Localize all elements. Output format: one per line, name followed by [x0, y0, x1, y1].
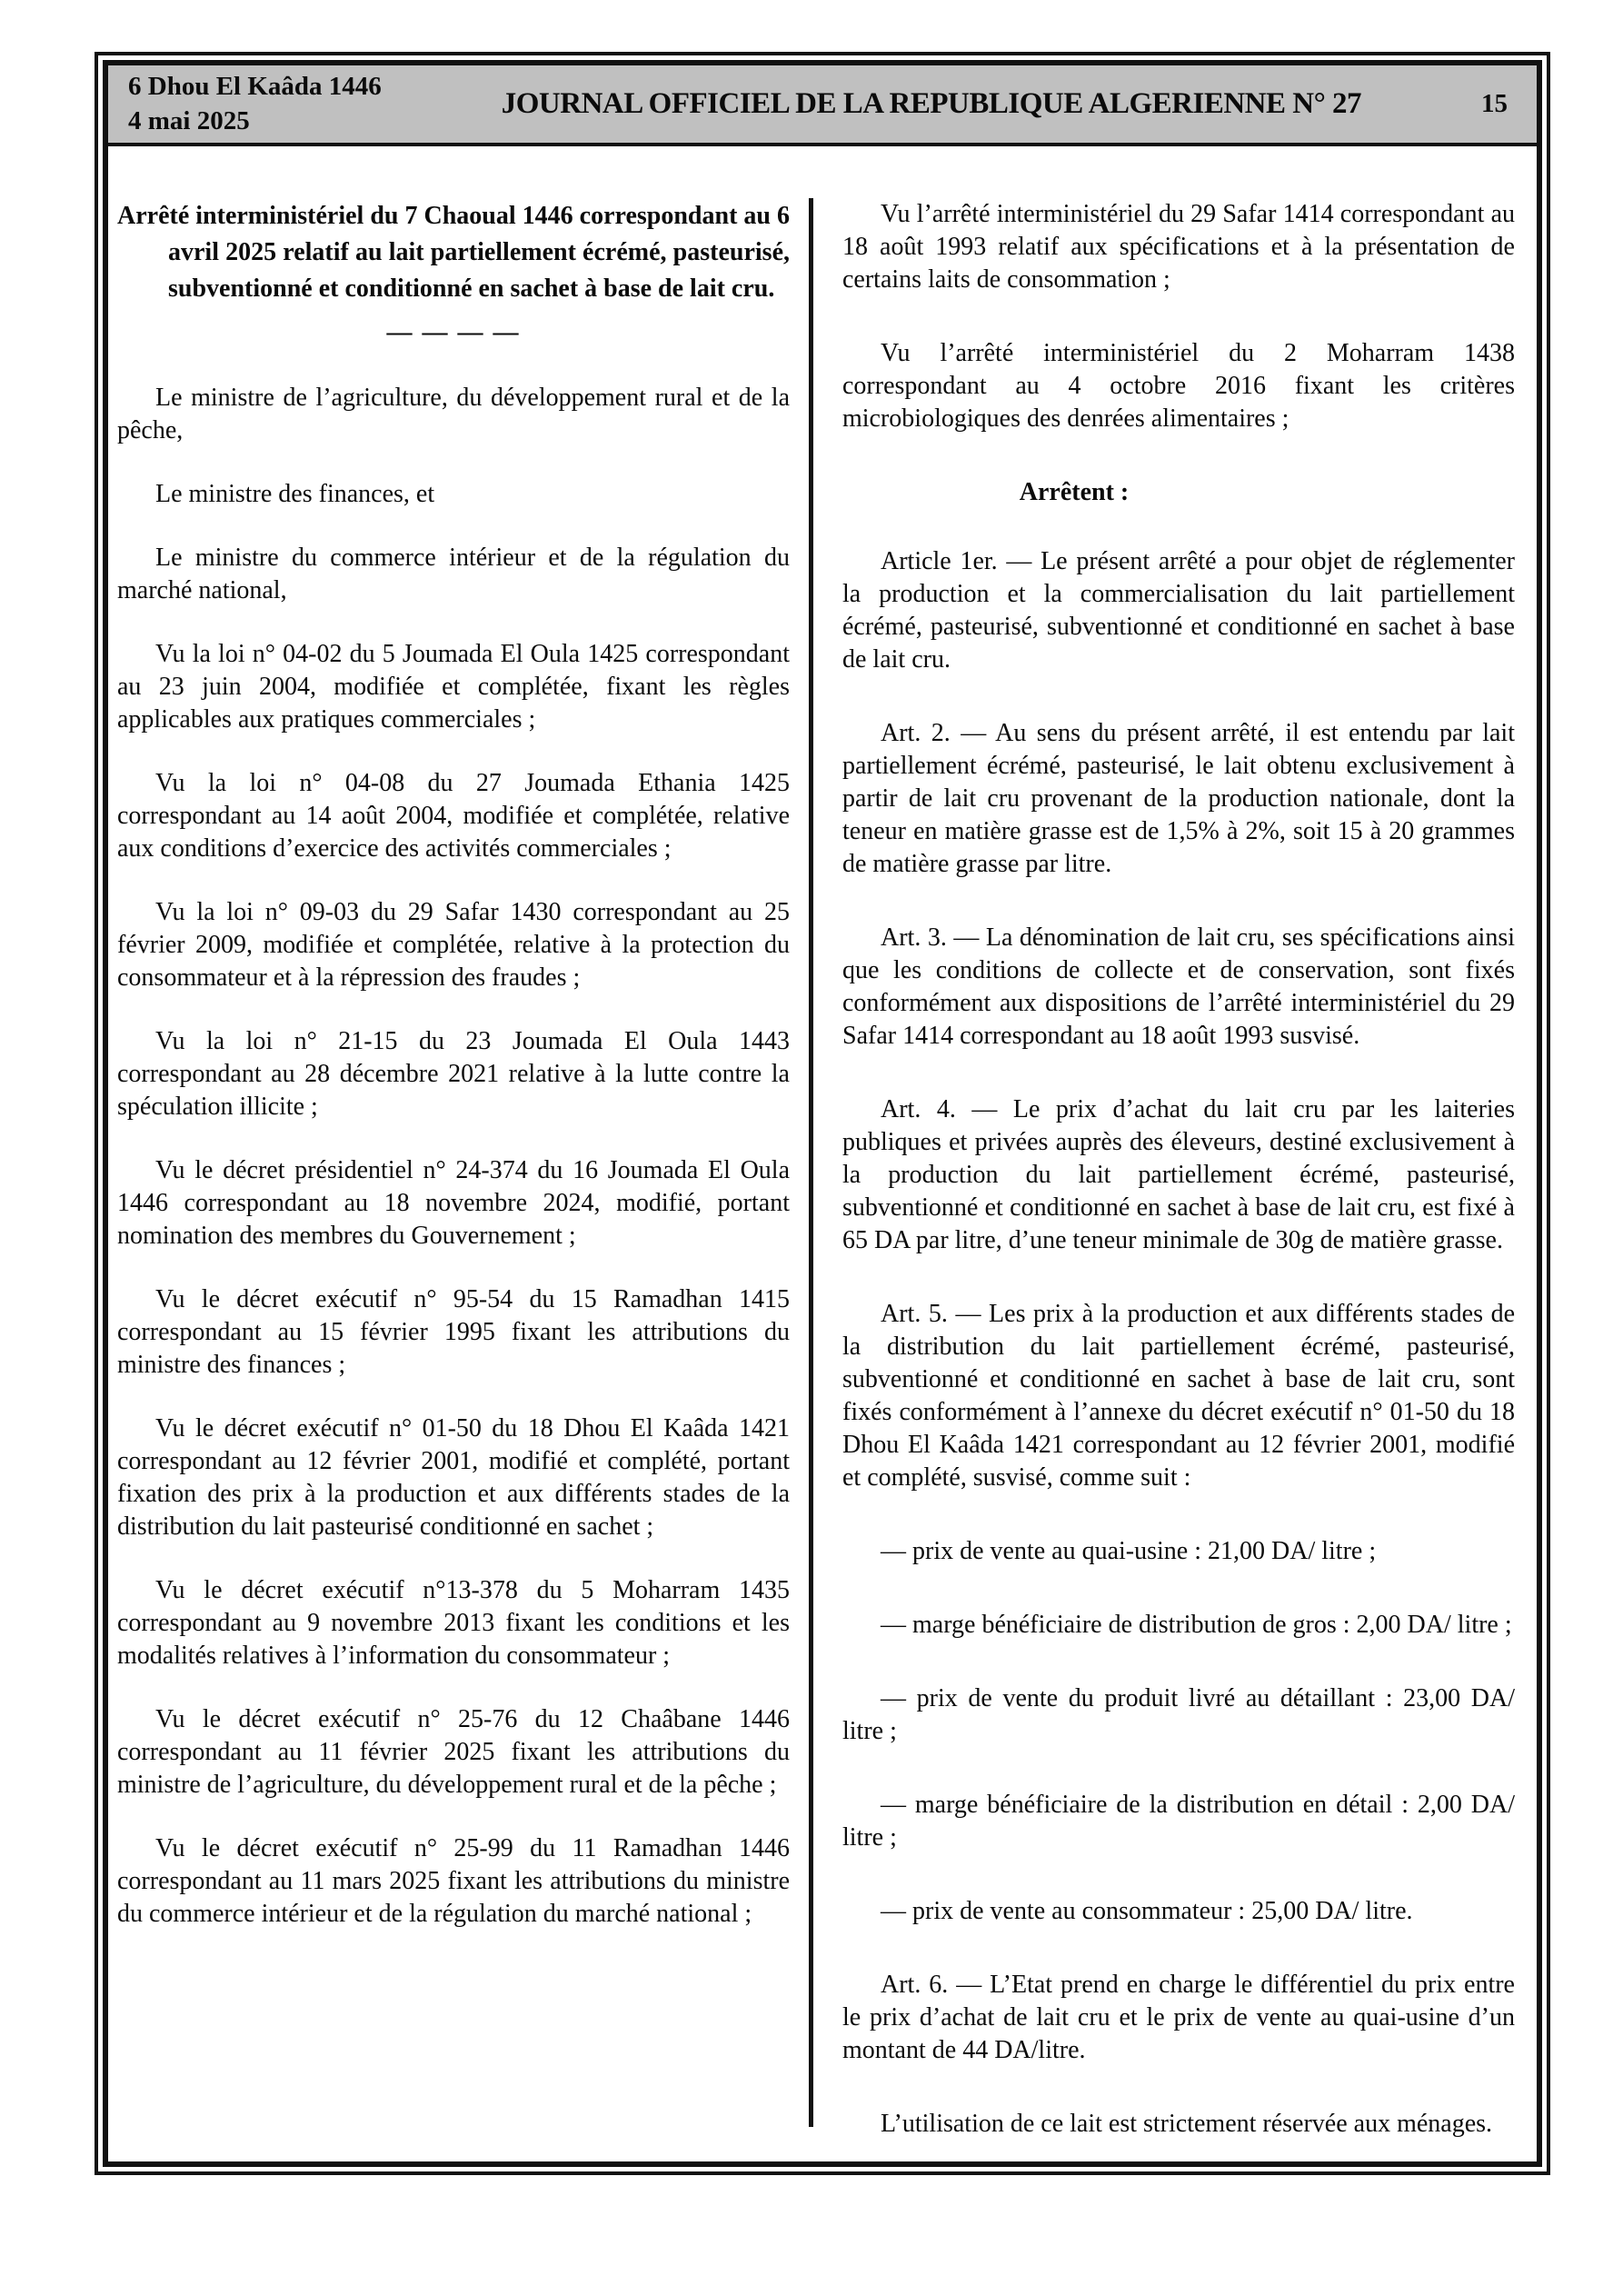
paragraph: — prix de vente du produit livré au détaillant : 23,00 DA/ litre ;: [842, 1684, 1515, 1745]
header-date-gregorian: 4 mai 2025: [128, 105, 250, 135]
paragraph: Le ministre des finances, et: [155, 480, 435, 508]
column-divider: [809, 198, 813, 2127]
journal-title: JOURNAL OFFICIEL DE LA REPUBLIQUE ALGERIENNE N° 27: [501, 87, 1362, 120]
paragraph: Vu le décret exécutif n° 01-50 du 18 Dhou El Kaâda 1421 correspondant au 12 février 2001, modifié et complété, portant fixation des prix à la production et aux différents stades de la distribution du lait pasteurisé conditionné en sachet ;: [117, 1414, 790, 1541]
paragraph: — marge bénéficiaire de la distribution en détail : 2,00 DA/ litre ;: [842, 1791, 1515, 1852]
arretent-heading: Arrêtent :: [1019, 478, 1130, 506]
header-date-hijri: 6 Dhou El Kaâda 1446: [128, 71, 382, 101]
header-date-block: [128, 70, 382, 138]
title-separator: — — — —: [386, 318, 521, 346]
paragraph: Vu le décret présidentiel n° 24-374 du 16 Joumada El Oula 1446 correspondant au 18 novembre 2024, modifié, portant nomination des membres du Gouvernement ;: [117, 1156, 790, 1250]
paragraph: — prix de vente au quai-usine : 21,00 DA/ litre ;: [881, 1537, 1377, 1565]
left-paragraphs: [117, 382, 790, 1931]
paragraph: Article 1er. — Le présent arrêté a pour objet de réglementer la production et la commercialisation du lait partiellement écrémé, pasteurisé, subventionné et conditionné en sachet à base de lait cru.: [842, 547, 1515, 674]
decree-title: Arrêté interministériel du 7 Chaoual 1446 correspondant au 6 avril 2025 relatif au lait partiellement écrémé, pasteurisé, subventionné et conditionné en sachet à base de lait cru.: [117, 202, 790, 303]
paragraph: — prix de vente au consommateur : 25,00 DA/ litre.: [881, 1897, 1413, 1925]
paragraph: Art. 5. — Les prix à la production et aux différents stades de la distribution du lait partiellement écrémé, pasteurisé, subventionné et conditionné en sachet à base de lait cru, sont fixés conformément à l’annexe du décret exécutif n° 01-50 du 18 Dhou El Kaâda 1421 correspondant au 12 février 2001, modifié et complété, susvisé, comme suit :: [842, 1300, 1515, 1492]
paragraph: — marge bénéficiaire de distribution de gros : 2,00 DA/ litre ;: [881, 1611, 1512, 1639]
paragraph: Vu le décret exécutif n° 25-99 du 11 Ramadhan 1446 correspondant au 11 mars 2025 fixant les attributions du ministre du commerce intérieur et de la régulation du marché national ;: [117, 1834, 790, 1928]
left-column: [117, 198, 790, 1962]
paragraph: Vu le décret exécutif n° 25-76 du 12 Chaâbane 1446 correspondant au 11 février 2025 fixant les attributions du ministre de l’agriculture, du développement rural et de la pêche ;: [117, 1705, 790, 1799]
paragraph: L’utilisation de ce lait est strictement réservée aux ménages.: [881, 2110, 1493, 2138]
paragraph: Art. 4. — Le prix d’achat du lait cru par les laiteries publiques et privées auprès des éleveurs, destiné exclusivement à la production du lait partiellement écrémé, pasteurisé, subventionné et conditionné en sachet à base de lait cru, est fixé à 65 DA par litre, d’une teneur minimale de 30g de matière grasse.: [842, 1095, 1515, 1254]
page-frame-inner: [103, 60, 1542, 2167]
paragraph: Vu la loi n° 09-03 du 29 Safar 1430 correspondant au 25 février 2009, modifiée et complétée, relative à la protection du consommateur et à la répression des fraudes ;: [117, 898, 790, 992]
page-content: [108, 146, 1537, 2167]
paragraph: Art. 6. — L’Etat prend en charge le différentiel du prix entre le prix d’achat de lait cru et le prix de vente au quai-usine d’un montant de 44 DA/litre.: [842, 1971, 1515, 2064]
paragraph: Vu l’arrêté interministériel du 2 Moharram 1438 correspondant au 4 octobre 2016 fixant les critères microbiologiques des denrées alimentaires ;: [842, 339, 1515, 433]
paragraph: Vu le décret exécutif n° 95-54 du 15 Ramadhan 1415 correspondant au 15 février 1995 fixant les attributions du ministre des finances ;: [117, 1285, 790, 1379]
paragraph: Vu la loi n° 21-15 du 23 Joumada El Oula 1443 correspondant au 28 décembre 2021 relative à la lutte contre la spéculation illicite ;: [117, 1027, 790, 1121]
page-header: [108, 65, 1537, 146]
page-number: 15: [1481, 89, 1508, 118]
right-column: [842, 198, 1515, 2167]
paragraph: Le ministre de l’agriculture, du développement rural et de la pêche,: [117, 384, 790, 444]
paragraph: Vu le décret exécutif n°13-378 du 5 Moharram 1435 correspondant au 9 novembre 2013 fixant les conditions et les modalités relatives à l’information du consommateur ;: [117, 1576, 790, 1670]
right-body-paragraphs: [842, 545, 1515, 2141]
paragraph: Vu la loi n° 04-08 du 27 Joumada Ethania 1425 correspondant au 14 août 2004, modifiée et complétée, relative aux conditions d’exercice des activités commerciales ;: [117, 769, 790, 863]
paragraph: Vu la loi n° 04-02 du 5 Joumada El Oula 1425 correspondant au 23 juin 2004, modifiée et complétée, fixant les règles applicables aux pratiques commerciales ;: [117, 640, 790, 734]
page-frame: [95, 52, 1550, 2175]
paragraph: Le ministre du commerce intérieur et de la régulation du marché national,: [117, 544, 790, 604]
paragraph: Art. 2. — Au sens du présent arrêté, il est entendu par lait partiellement écrémé, pasteurisé, le lait obtenu exclusivement à partir de lait cru provenant de la production nationale, dont la teneur en matière grasse est de 1,5% à 2%, soit 15 à 20 grammes de matière grasse par litre.: [842, 719, 1515, 878]
right-intro-paragraphs: [842, 198, 1515, 435]
paragraph: Vu l’arrêté interministériel du 29 Safar 1414 correspondant au 18 août 1993 relatif aux spécifications et à la présentation de certains laits de consommation ;: [842, 200, 1515, 294]
paragraph: Art. 3. — La dénomination de lait cru, ses spécifications ainsi que les conditions de collecte et de conservation, sont fixés conformément aux dispositions de l’arrêté interministériel du 29 Safar 1414 correspondant au 18 août 1993 susvisé.: [842, 923, 1515, 1050]
